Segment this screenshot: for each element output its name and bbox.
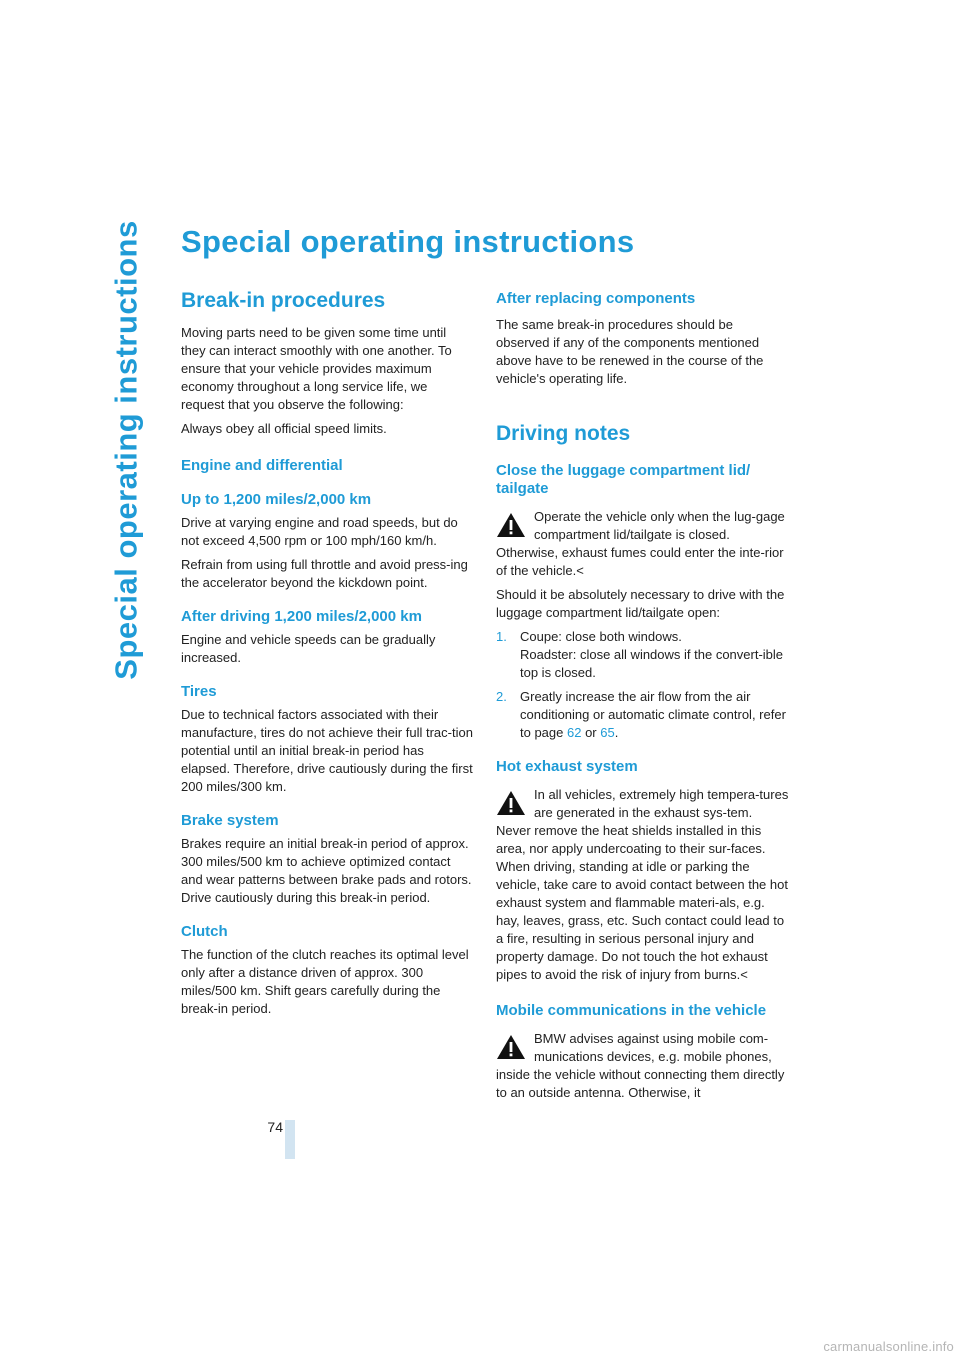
list-text: Greatly increase the air flow from the air conditioning or automatic climate control, refer to page bbox=[520, 689, 786, 741]
list-item bbox=[496, 688, 790, 742]
tires-paragraph: Due to technical factors associated with their manufacture, tires do not achieve their full trac-tion potential until an initial break-in period has elapsed. Therefore, drive cautiously during the first 200 miles/300 km. bbox=[181, 707, 473, 795]
page-62-link[interactable]: 62 bbox=[567, 725, 582, 741]
clutch-heading: Clutch bbox=[181, 923, 228, 941]
after-driving-paragraph: Engine and vehicle speeds can be gradually increased. bbox=[181, 632, 436, 666]
page-65-link[interactable]: 65 bbox=[600, 725, 615, 741]
mobile-heading: Mobile communications in the vehicle bbox=[496, 1002, 767, 1020]
luggage-warning-text: Operate the vehicle only when the lug-gage compartment lid/tailgate is closed. Otherwise, exhaust fumes could enter the inte-rior of the vehicle.< bbox=[496, 509, 785, 579]
clutch-paragraph: The function of the clutch reaches its optimal level only after a distance driven of approx. 300 miles/500 km. Shift gears carefully during the break-in period. bbox=[181, 947, 469, 1017]
page-thumb-bar bbox=[285, 1120, 295, 1159]
driving-notes-heading: Driving notes bbox=[496, 422, 631, 445]
upto-paragraph-2: Refrain from using full throttle and avoid press-ing the accelerator beyond the kickdown point. bbox=[181, 557, 468, 591]
page-title: Special operating instructions bbox=[181, 224, 635, 259]
list-number: 2. bbox=[496, 689, 507, 705]
upto-paragraph-1: Drive at varying engine and road speeds, but do not exceed 4,500 rpm or 100 mph/160 km/h. bbox=[181, 515, 458, 549]
mobile-warning bbox=[496, 1030, 790, 1102]
after-driving-heading: After driving 1,200 miles/2,000 km bbox=[181, 608, 422, 626]
upto-heading: Up to 1,200 miles/2,000 km bbox=[181, 491, 372, 509]
side-section-title bbox=[104, 220, 150, 680]
warning-triangle-icon bbox=[496, 512, 526, 538]
engine-heading: Engine and differential bbox=[181, 457, 343, 475]
left-column bbox=[181, 288, 473, 1018]
mobile-warning-text: BMW advises against using mobile com-munications devices, e.g. mobile phones, inside the vehicle without connecting them directly to an outside antenna. Otherwise, it bbox=[496, 1031, 785, 1101]
warning-triangle-icon bbox=[496, 790, 526, 816]
breakin-paragraph-2: Always obey all official speed limits. bbox=[181, 421, 387, 437]
exhaust-warning-text: In all vehicles, extremely high tempera-tures are generated in the exhaust sys-tem. Never remove the heat shields installed in this area, nor apply undercoating to their sur-faces. When driving, standing at idle or parking the vehicle, take care to avoid contact between the hot exhaust system and flammable materi-als, e.g. hay, leaves, grass, etc. Such contact could lead to a fire, resulting in serious personal injury and property damage. Do not touch the hot exhaust pipes to avoid the risk of injury from burns.< bbox=[496, 787, 789, 983]
breakin-paragraph-1: Moving parts need to be given some time until they can interact smoothly with one another. To ensure that your vehicle provides maximum economy throughout a long service life, we request that you observe the following: bbox=[181, 325, 452, 413]
list-number: 1. bbox=[496, 629, 507, 645]
side-section-title-text: Special operating instructions bbox=[109, 220, 145, 680]
list-text-end: . bbox=[614, 725, 619, 741]
exhaust-heading: Hot exhaust system bbox=[496, 758, 638, 776]
exhaust-warning bbox=[496, 786, 790, 984]
list-item bbox=[496, 628, 790, 682]
page-number: 74 bbox=[267, 1119, 283, 1135]
luggage-heading: Close the luggage compartment lid/ tailgate bbox=[496, 462, 751, 498]
brake-paragraph: Brakes require an initial break-in period of approx. 300 miles/500 km to achieve optimized contact and wear patterns between brake pads and rotors. Drive cautiously during this break-in period. bbox=[181, 836, 472, 906]
luggage-paragraph: Should it be absolutely necessary to drive with the luggage compartment lid/tailgate open: bbox=[496, 587, 785, 621]
list-text-2: Roadster: close all windows if the convert-ible top is closed. bbox=[520, 647, 784, 681]
replacing-paragraph: The same break-in procedures should be observed if any of the components mentioned above have to be renewed in the course of the vehicle's operating life. bbox=[496, 317, 764, 386]
warning-triangle-icon bbox=[496, 1034, 526, 1060]
list-text-mid: or bbox=[581, 725, 601, 741]
luggage-warning bbox=[496, 508, 790, 580]
list-text: Coupe: close both windows. bbox=[520, 629, 682, 645]
breakin-heading: Break-in procedures bbox=[181, 289, 386, 312]
watermark: carmanualsonline.info bbox=[823, 1339, 954, 1354]
tires-heading: Tires bbox=[181, 683, 217, 701]
replacing-heading: After replacing components bbox=[496, 290, 696, 307]
brake-heading: Brake system bbox=[181, 812, 279, 830]
right-column bbox=[496, 290, 790, 1102]
